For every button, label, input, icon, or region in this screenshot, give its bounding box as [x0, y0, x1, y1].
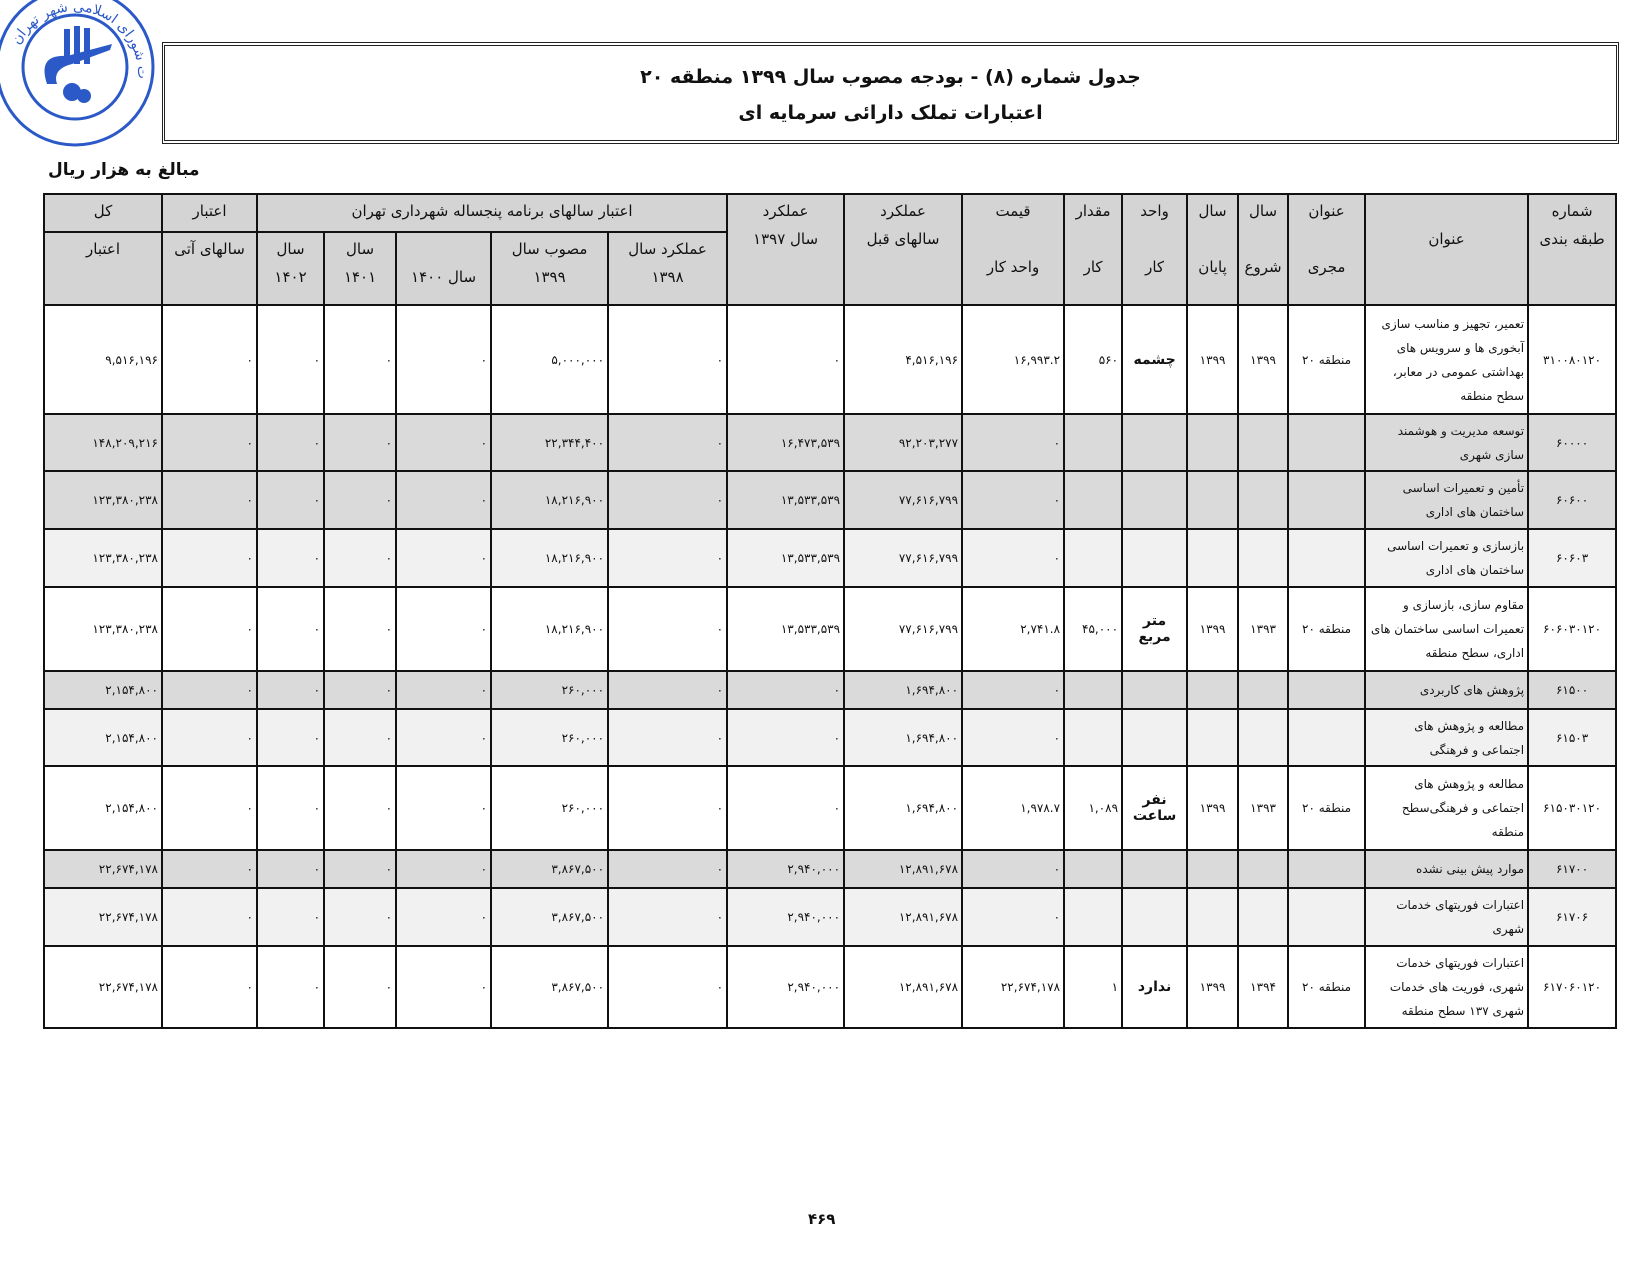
cell-y1401: ۰: [324, 587, 396, 671]
header-1400: سال ۱۴۰۰: [396, 232, 491, 305]
cell-unit: نفر ساعت: [1122, 766, 1187, 850]
cell-future: ۰: [162, 946, 257, 1028]
cell-a1398: ۰: [608, 305, 727, 414]
cell-a1399: ۲۶۰,۰۰۰: [491, 709, 608, 766]
cell-prev: ۱۲,۸۹۱,۶۷۸: [844, 946, 962, 1028]
budget-table: [43, 193, 1617, 1029]
cell-price: ۰: [962, 471, 1064, 529]
cell-end: [1187, 529, 1238, 587]
cell-total: ۱۴۸,۲۰۹,۲۱۶: [44, 414, 162, 471]
cell-total: ۲,۱۵۴,۸۰۰: [44, 709, 162, 766]
cell-future: ۰: [162, 766, 257, 850]
cell-a1398: ۰: [608, 709, 727, 766]
cell-price: ۰: [962, 529, 1064, 587]
cell-a1397: ۲,۹۴۰,۰۰۰: [727, 946, 844, 1028]
cell-end: ۱۳۹۹: [1187, 766, 1238, 850]
cell-a1398: ۰: [608, 529, 727, 587]
cell-y1402: ۰: [257, 671, 324, 709]
table-row: [44, 671, 1616, 709]
cell-code: ۳۱۰۰۸۰۱۲۰: [1528, 305, 1616, 414]
table-row: [44, 305, 1616, 414]
cell-y1400: ۰: [396, 709, 491, 766]
cell-code: ۶۱۵۰۳۰۱۲۰: [1528, 766, 1616, 850]
cell-start: ۱۳۹۹: [1238, 305, 1288, 414]
cell-prev: ۱,۶۹۴,۸۰۰: [844, 671, 962, 709]
cell-title: مقاوم سازی، بازسازی و تعمیرات اساسی ساختمان های اداری، سطح منطقه: [1365, 587, 1528, 671]
header-end-year: سال پایان: [1187, 194, 1238, 305]
cell-code: ۶۱۷۰۶: [1528, 888, 1616, 946]
cell-a1399: ۳,۸۶۷,۵۰۰: [491, 888, 608, 946]
cell-a1398: ۰: [608, 671, 727, 709]
cell-y1400: ۰: [396, 305, 491, 414]
cell-start: [1238, 850, 1288, 888]
cell-unit: ندارد: [1122, 946, 1187, 1028]
cell-y1402: ۰: [257, 888, 324, 946]
cell-start: ۱۳۹۴: [1238, 946, 1288, 1028]
cell-a1398: ۰: [608, 766, 727, 850]
cell-end: [1187, 888, 1238, 946]
currency-unit-note: مبالغ به هزار ریال: [48, 160, 200, 180]
header-future: اعتبار: [162, 194, 257, 232]
cell-y1400: ۰: [396, 671, 491, 709]
cell-y1401: ۰: [324, 305, 396, 414]
header-code: شماره طبقه بندی: [1528, 194, 1616, 305]
cell-prev: ۷۷,۶۱۶,۷۹۹: [844, 529, 962, 587]
cell-prev: ۴,۵۱۶,۱۹۶: [844, 305, 962, 414]
cell-total: ۱۲۳,۳۸۰,۲۳۸: [44, 587, 162, 671]
cell-start: [1238, 709, 1288, 766]
table-row: [44, 946, 1616, 1028]
cell-y1400: ۰: [396, 414, 491, 471]
cell-unit: [1122, 529, 1187, 587]
cell-qty: [1064, 850, 1122, 888]
cell-total: ۲۲,۶۷۴,۱۷۸: [44, 888, 162, 946]
table-row: [44, 850, 1616, 888]
cell-a1397: ۰: [727, 305, 844, 414]
page-number: ۴۶۹: [808, 1210, 836, 1228]
cell-executor: [1288, 671, 1365, 709]
cell-a1397: ۱۳,۵۳۳,۵۳۹: [727, 471, 844, 529]
cell-total: ۲,۱۵۴,۸۰۰: [44, 671, 162, 709]
header-1398: عملکرد سال ۱۳۹۸: [608, 232, 727, 305]
cell-a1398: ۰: [608, 946, 727, 1028]
cell-unit: چشمه: [1122, 305, 1187, 414]
cell-prev: ۹۲,۲۰۳,۲۷۷: [844, 414, 962, 471]
cell-total: ۲۲,۶۷۴,۱۷۸: [44, 946, 162, 1028]
cell-executor: [1288, 709, 1365, 766]
cell-qty: [1064, 709, 1122, 766]
document-subtitle: اعتبارات تملک دارائی سرمایه ای: [738, 102, 1043, 124]
cell-title: مطالعه و پژوهش های اجتماعی و فرهنگی: [1365, 709, 1528, 766]
cell-executor: [1288, 471, 1365, 529]
cell-unit: [1122, 888, 1187, 946]
cell-future: ۰: [162, 850, 257, 888]
cell-y1401: ۰: [324, 888, 396, 946]
cell-y1400: ۰: [396, 888, 491, 946]
cell-a1398: ۰: [608, 888, 727, 946]
cell-y1400: ۰: [396, 850, 491, 888]
cell-total: ۲۲,۶۷۴,۱۷۸: [44, 850, 162, 888]
cell-price: ۰: [962, 709, 1064, 766]
cell-executor: [1288, 414, 1365, 471]
cell-prev: ۷۷,۶۱۶,۷۹۹: [844, 587, 962, 671]
cell-end: ۱۳۹۹: [1187, 946, 1238, 1028]
cell-a1399: ۲۶۰,۰۰۰: [491, 766, 608, 850]
cell-y1401: ۰: [324, 946, 396, 1028]
header-start-year: سال شروع: [1238, 194, 1288, 305]
cell-executor: منطقه ۲۰: [1288, 587, 1365, 671]
cell-a1397: ۰: [727, 709, 844, 766]
cell-price: ۰: [962, 850, 1064, 888]
cell-unit: [1122, 414, 1187, 471]
cell-qty: [1064, 529, 1122, 587]
cell-end: [1187, 671, 1238, 709]
cell-a1399: ۵,۰۰۰,۰۰۰: [491, 305, 608, 414]
cell-y1401: ۰: [324, 850, 396, 888]
cell-title: بازسازی و تعمیرات اساسی ساختمان های اداری: [1365, 529, 1528, 587]
cell-price: ۰: [962, 671, 1064, 709]
cell-total: ۱۲۳,۳۸۰,۲۳۸: [44, 529, 162, 587]
cell-total: ۹,۵۱۶,۱۹۶: [44, 305, 162, 414]
cell-end: ۱۳۹۹: [1187, 587, 1238, 671]
cell-code: ۶۰۰۰۰: [1528, 414, 1616, 471]
cell-a1398: ۰: [608, 587, 727, 671]
cell-start: [1238, 671, 1288, 709]
cell-title: تعمیر، تجهیز و مناسب سازی آبخوری ها و سرویس های بهداشتی عمومی در معابر، سطح منطقه: [1365, 305, 1528, 414]
table-row: [44, 471, 1616, 529]
cell-a1397: ۰: [727, 671, 844, 709]
cell-qty: ۵۶۰: [1064, 305, 1122, 414]
cell-unit: [1122, 850, 1187, 888]
header-prev-years: عملکرد سالهای قبل: [844, 194, 962, 305]
cell-a1397: ۱۳,۵۳۳,۵۳۹: [727, 529, 844, 587]
cell-a1399: ۳,۸۶۷,۵۰۰: [491, 946, 608, 1028]
header-1397: عملکرد سال ۱۳۹۷: [727, 194, 844, 305]
cell-code: ۶۱۷۰۰: [1528, 850, 1616, 888]
cell-a1397: ۲,۹۴۰,۰۰۰: [727, 850, 844, 888]
cell-start: ۱۳۹۳: [1238, 587, 1288, 671]
cell-a1397: ۲,۹۴۰,۰۰۰: [727, 888, 844, 946]
cell-a1398: ۰: [608, 850, 727, 888]
cell-code: ۶۱۵۰۳: [1528, 709, 1616, 766]
cell-end: [1187, 850, 1238, 888]
cell-price: ۰: [962, 888, 1064, 946]
header-1399: مصوب سال ۱۳۹۹: [491, 232, 608, 305]
cell-a1397: ۱۶,۴۷۳,۵۳۹: [727, 414, 844, 471]
cell-a1399: ۱۸,۲۱۶,۹۰۰: [491, 529, 608, 587]
cell-title: توسعه مدیریت و هوشمند سازی شهری: [1365, 414, 1528, 471]
cell-y1402: ۰: [257, 850, 324, 888]
table-row: [44, 888, 1616, 946]
cell-code: ۶۰۶۰۳: [1528, 529, 1616, 587]
title-box: [162, 42, 1619, 144]
header-title: عنوان: [1365, 194, 1528, 305]
cell-future: ۰: [162, 305, 257, 414]
cell-qty: ۱,۰۸۹: [1064, 766, 1122, 850]
cell-a1399: ۱۸,۲۱۶,۹۰۰: [491, 471, 608, 529]
cell-end: ۱۳۹۹: [1187, 305, 1238, 414]
cell-y1400: ۰: [396, 766, 491, 850]
header-five-year-plan: اعتبار سالهای برنامه پنجساله شهرداری تهران: [257, 194, 727, 232]
cell-y1402: ۰: [257, 587, 324, 671]
cell-y1400: ۰: [396, 471, 491, 529]
cell-y1401: ۰: [324, 471, 396, 529]
cell-start: ۱۳۹۳: [1238, 766, 1288, 850]
cell-qty: [1064, 414, 1122, 471]
cell-qty: ۴۵,۰۰۰: [1064, 587, 1122, 671]
cell-future: ۰: [162, 671, 257, 709]
cell-y1400: ۰: [396, 587, 491, 671]
cell-price: ۲,۷۴۱.۸: [962, 587, 1064, 671]
cell-prev: ۱,۶۹۴,۸۰۰: [844, 709, 962, 766]
cell-y1402: ۰: [257, 471, 324, 529]
cell-unit: متر مربع: [1122, 587, 1187, 671]
cell-y1401: ۰: [324, 414, 396, 471]
table-row: [44, 587, 1616, 671]
cell-y1401: ۰: [324, 766, 396, 850]
cell-qty: [1064, 471, 1122, 529]
cell-future: ۰: [162, 414, 257, 471]
document-title: جدول شماره (۸) - بودجه مصوب سال ۱۳۹۹ منطقه ۲۰: [640, 66, 1141, 88]
cell-executor: [1288, 850, 1365, 888]
cell-y1402: ۰: [257, 414, 324, 471]
cell-qty: ۱: [1064, 946, 1122, 1028]
cell-y1401: ۰: [324, 529, 396, 587]
cell-end: [1187, 471, 1238, 529]
cell-y1400: ۰: [396, 529, 491, 587]
cell-future: ۰: [162, 529, 257, 587]
cell-y1402: ۰: [257, 305, 324, 414]
cell-future: ۰: [162, 587, 257, 671]
cell-executor: منطقه ۲۰: [1288, 766, 1365, 850]
cell-executor: منطقه ۲۰: [1288, 946, 1365, 1028]
cell-end: [1187, 414, 1238, 471]
cell-a1398: ۰: [608, 471, 727, 529]
cell-prev: ۱۲,۸۹۱,۶۷۸: [844, 888, 962, 946]
cell-title: موارد پیش بینی نشده: [1365, 850, 1528, 888]
cell-y1402: ۰: [257, 529, 324, 587]
header-quantity: مقدار کار: [1064, 194, 1122, 305]
cell-a1399: ۲۶۰,۰۰۰: [491, 671, 608, 709]
cell-a1397: ۱۳,۵۳۳,۵۳۹: [727, 587, 844, 671]
header-total-sub: اعتبار: [44, 232, 162, 305]
cell-y1402: ۰: [257, 709, 324, 766]
cell-start: [1238, 529, 1288, 587]
council-stamp: [0, 0, 158, 150]
cell-code: ۶۰۶۰۰: [1528, 471, 1616, 529]
cell-qty: [1064, 888, 1122, 946]
cell-qty: [1064, 671, 1122, 709]
cell-a1399: ۳,۸۶۷,۵۰۰: [491, 850, 608, 888]
header-1401: سال ۱۴۰۱: [324, 232, 396, 305]
cell-y1400: ۰: [396, 946, 491, 1028]
cell-unit: [1122, 471, 1187, 529]
cell-total: ۱۲۳,۳۸۰,۲۳۸: [44, 471, 162, 529]
cell-title: اعتبارات فوریتهای خدمات شهری: [1365, 888, 1528, 946]
cell-code: ۶۱۵۰۰: [1528, 671, 1616, 709]
cell-a1398: ۰: [608, 414, 727, 471]
cell-a1399: ۲۲,۳۴۴,۴۰۰: [491, 414, 608, 471]
header-total: کل: [44, 194, 162, 232]
cell-title: تأمین و تعمیرات اساسی ساختمان های اداری: [1365, 471, 1528, 529]
table-row: [44, 414, 1616, 471]
cell-total: ۲,۱۵۴,۸۰۰: [44, 766, 162, 850]
cell-executor: منطقه ۲۰: [1288, 305, 1365, 414]
cell-unit: [1122, 671, 1187, 709]
cell-price: ۱۶,۹۹۳.۲: [962, 305, 1064, 414]
cell-price: ۱,۹۷۸.۷: [962, 766, 1064, 850]
table-row: [44, 529, 1616, 587]
cell-price: ۰: [962, 414, 1064, 471]
cell-a1399: ۱۸,۲۱۶,۹۰۰: [491, 587, 608, 671]
cell-future: ۰: [162, 709, 257, 766]
header-1402: سال ۱۴۰۲: [257, 232, 324, 305]
cell-title: پژوهش های کاربردی: [1365, 671, 1528, 709]
cell-y1401: ۰: [324, 709, 396, 766]
header-executor: عنوان مجری: [1288, 194, 1365, 305]
cell-start: [1238, 414, 1288, 471]
table-row: [44, 709, 1616, 766]
cell-executor: [1288, 529, 1365, 587]
cell-executor: [1288, 888, 1365, 946]
cell-code: ۶۱۷۰۶۰۱۲۰: [1528, 946, 1616, 1028]
cell-future: ۰: [162, 888, 257, 946]
cell-title: اعتبارات فوریتهای خدمات شهری، فوریت های خدمات شهری ۱۳۷ سطح منطقه: [1365, 946, 1528, 1028]
cell-prev: ۱۲,۸۹۱,۶۷۸: [844, 850, 962, 888]
cell-unit: [1122, 709, 1187, 766]
cell-code: ۶۰۶۰۳۰۱۲۰: [1528, 587, 1616, 671]
cell-end: [1187, 709, 1238, 766]
cell-future: ۰: [162, 471, 257, 529]
cell-prev: ۱,۶۹۴,۸۰۰: [844, 766, 962, 850]
header-unit-price: قیمت واحد کار: [962, 194, 1064, 305]
header-work-unit: واحد کار: [1122, 194, 1187, 305]
svg-text:مصوبات شورای اسلامی شهر تهران: ت شورای اسلامی شهر تهران: [8, 0, 151, 80]
cell-y1402: ۰: [257, 946, 324, 1028]
cell-price: ۲۲,۶۷۴,۱۷۸: [962, 946, 1064, 1028]
cell-y1401: ۰: [324, 671, 396, 709]
cell-a1397: ۰: [727, 766, 844, 850]
cell-prev: ۷۷,۶۱۶,۷۹۹: [844, 471, 962, 529]
cell-start: [1238, 471, 1288, 529]
cell-start: [1238, 888, 1288, 946]
cell-title: مطالعه و پژوهش های اجتماعی و فرهنگی‌سطح منطقه: [1365, 766, 1528, 850]
cell-y1402: ۰: [257, 766, 324, 850]
header-future-sub: سالهای آتی: [162, 232, 257, 305]
table-row: [44, 766, 1616, 850]
